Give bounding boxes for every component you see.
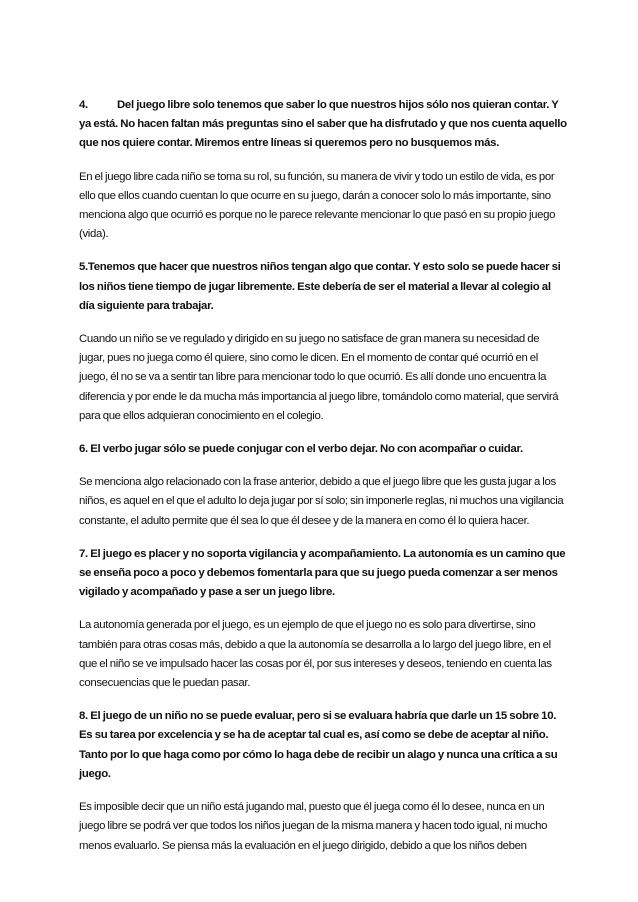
section-8-body: Es imposible decir que un niño está jugando mal, puesto que él juega como él lo desee, nunca en un juego libre se podrá ver que todos los niños juegan de la misma manera y hacen todo igual, ni mucho menos evaluarlo. Se piensa más la evaluación en el juego dirigido, debido a que los niños deben (79, 801, 548, 852)
document-page (79, 96, 567, 870)
section-6-body: Se menciona algo relacionado con la frase anterior, debido a que el juego libre que les gusta jugar a los niños, es aquel en el que el adulto lo deja jugar por sí solo; sin imponerle reglas, ni muchos una vigilancia constante, el adulto permite que él sea lo que él desee y de la manera en como él lo quiera hacer. (79, 476, 564, 527)
section-7-body: La autonomía generada por el juego, es un ejemplo de que el juego no es solo para divertirse, sino también para otras cosas más, debido a que la autonomía se desarrolla a lo largo del juego libre, en el que el niño se ve impulsado hacer las cosas por él, por sus intereses y deseos, teniendo en cuenta las consecuencias que le puedan pasar. (79, 619, 552, 690)
section-6-heading: 6. El verbo jugar sólo se puede conjugar con el verbo dejar. No con acompañar o cuidar. (79, 443, 523, 456)
section-5-heading: 5.Tenemos que hacer que nuestros niños tengan algo que contar. Y esto solo se puede hacer si los niños tiene tiempo de jugar libremente. Este debería de ser el material a llevar al colegio al día siguiente para trabajar. (79, 261, 561, 312)
section-4-heading (79, 96, 567, 154)
section-7-heading: 7. El juego es placer y no soporta vigilancia y acompañamiento. La autonomía es un camino que se enseña poco a poco y debemos fomentarla para que su juego pueda comenzar a ser menos vigilado y acompañado y pase a ser un juego libre. (79, 547, 566, 599)
section-4-body: En el juego libre cada niño se toma su rol, su función, su manera de vivir y todo un estilo de vida, es por ello que ellos cuando cuentan lo que ocurre en su juego, darán a conocer solo lo más importante, sino menciona algo que ocurrió es porque no le parece relevante mencionar lo que pasó en su propio juego (vida). (79, 170, 556, 241)
section-5-body: Cuando un niño se ve regulado y dirigido en su juego no satisface de gran manera su necesidad de jugar, pues no juega como él quiere, sino como le dicen. En el momento de contar qué ocurrió en el juego, él no se va a sentir tan libre para mencionar todo lo que ocurrió. Es allí donde uno encuentra la diferencia y por ende le da mucha más importancia al juego libre, tomándolo como material, que servirá para que ellos adquieran conocimiento en el colegio. (79, 333, 559, 422)
section-4-heading-text: Del juego libre solo tenemos que saber lo que nuestros hijos sólo nos quieran contar. Y ya está. No hacen faltan más preguntas sino el saber que ha disfrutado y que nos cuenta aquello que nos quiere contar. Miremos entre líneas si queremos pero no busquemos más. (79, 99, 567, 150)
section-8-heading: 8. El juego de un niño no se puede evaluar, pero si se evaluara habría que darle un 15 sobre 10. Es su tarea por excelencia y se ha de aceptar tal cual es, así como se debe de aceptar al niño. Tanto por lo que haga como por cómo lo haga debe de recibir un alago y nunca una crítica a su juego. (79, 710, 558, 780)
section-4-number: 4. (79, 99, 88, 111)
